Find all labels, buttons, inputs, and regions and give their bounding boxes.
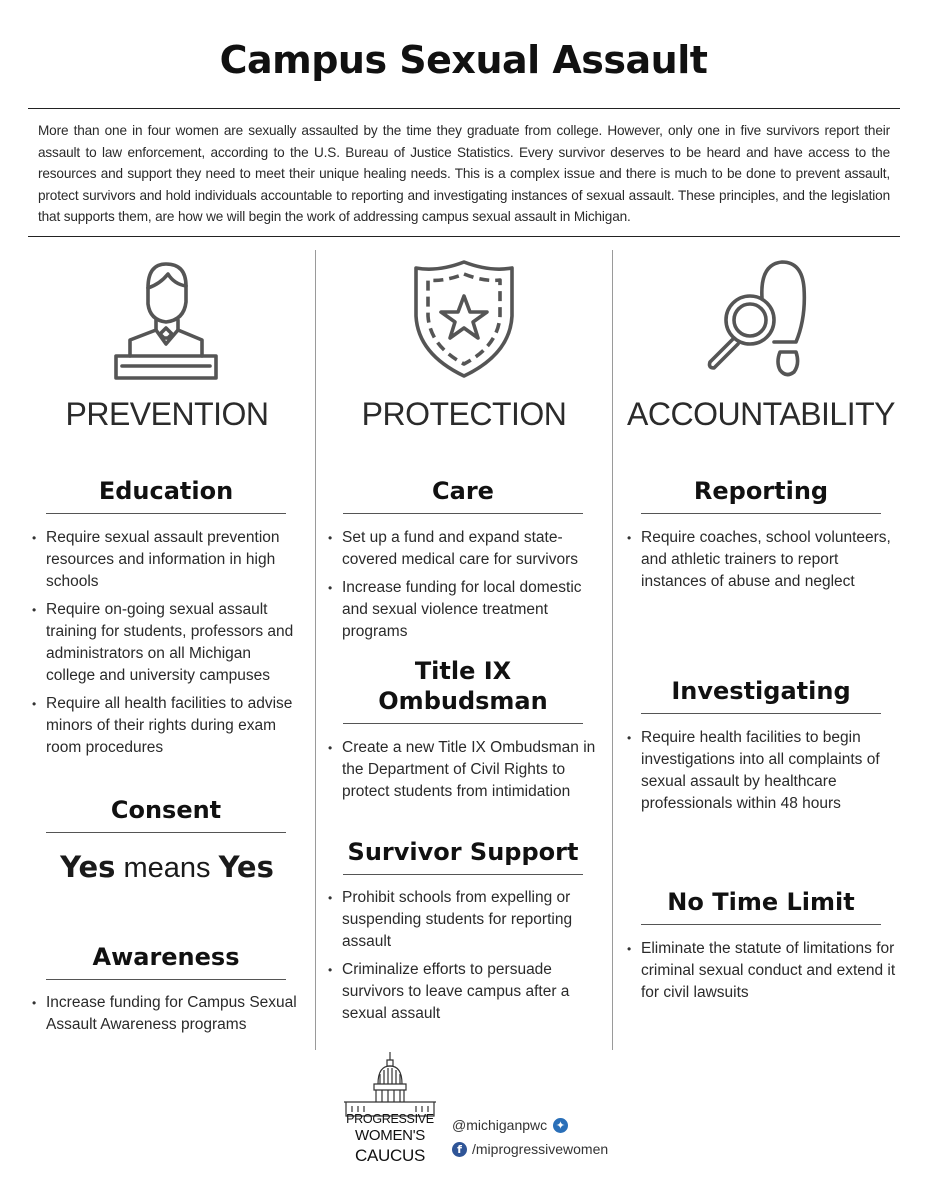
consent-rule xyxy=(46,832,286,833)
list-item: • Criminalize efforts to persuade survivors to leave campus after a sexual assault xyxy=(328,959,600,1025)
investigating-title: Investigating xyxy=(671,677,851,705)
list-item: • Require health facilities to begin investigations into all complaints of sexual assault by healthcare professionals within 48 hours xyxy=(627,727,901,815)
list-item: • Create a new Title IX Ombudsman in the Department of Civil Rights to protect students from intimidation xyxy=(328,737,600,803)
twitter-icon[interactable]: ✦ xyxy=(553,1118,568,1133)
protection-heading: PROTECTION xyxy=(361,396,567,432)
ombudsman-title-line2: Ombudsman xyxy=(378,687,548,715)
list-item: • Increase funding for local domestic and sexual violence treatment programs xyxy=(328,577,600,643)
investigating-rule xyxy=(641,713,881,714)
list-item: • Require sexual assault prevention resources and information in high schools xyxy=(32,527,300,593)
ombudsman-title-line1: Title IX xyxy=(414,657,512,685)
list-item: • Require all health facilities to advise minors of their rights during exam room procedures xyxy=(32,693,300,759)
page-title: Campus Sexual Assault xyxy=(219,38,708,82)
facebook-handle[interactable]: /miprogressivewomen xyxy=(472,1141,609,1157)
list-item: • Eliminate the statute of limitations for criminal sexual conduct and extend it for civil lawsuits xyxy=(627,938,901,1004)
yes-word: Yes xyxy=(218,850,274,884)
magnifier-footprint-icon xyxy=(702,258,826,380)
accountability-heading: ACCOUNTABILITY xyxy=(627,396,895,432)
no-time-limit-rule xyxy=(641,924,881,925)
no-time-limit-list xyxy=(627,938,901,1010)
reporting-title: Reporting xyxy=(693,477,829,505)
education-rule xyxy=(46,513,286,514)
survivor-support-title: Survivor Support xyxy=(347,838,579,866)
means-word: means xyxy=(123,852,211,884)
yes-word: Yes xyxy=(60,850,116,884)
logo-name-line3: CAUCUS xyxy=(355,1146,425,1165)
yes-means-yes xyxy=(28,850,306,885)
intro-paragraph: More than one in four women are sexually assaulted by the time they graduate from college. However, only one in five survivors report their assault to law enforcement, according to the U.S. Bureau of Justice Statistics. Every survivor deserves to be heard and have access to the resources and support they need to meet their unique healing needs. This is a complex issue and there is much to be done to prevent assault, protect survivors and hold individuals accountable to reporting and investigating instances of sexual assault. These principles, and the legislation that supports them, are how we will begin the work of addressing campus sexual assault in Michigan. xyxy=(38,123,890,225)
awareness-list xyxy=(32,992,304,1042)
education-title: Education xyxy=(98,477,234,505)
title-rule xyxy=(28,108,900,109)
ombudsman-rule xyxy=(343,723,583,724)
ombudsman-title xyxy=(343,656,583,716)
column-divider-left xyxy=(315,250,316,1050)
education-list xyxy=(32,527,300,765)
prevention-heading: PREVENTION xyxy=(65,396,269,432)
list-item: • Prohibit schools from expelling or suspending students for reporting assault xyxy=(328,887,600,953)
logo-name-line2: WOMEN'S xyxy=(355,1127,425,1144)
care-title: Care xyxy=(432,477,494,505)
reporting-rule xyxy=(641,513,881,514)
investigating-list xyxy=(627,727,901,821)
speaker-at-podium-icon xyxy=(108,258,224,380)
intro-rule xyxy=(28,236,900,237)
list-item: • Require coaches, school volunteers, and athletic trainers to report instances of abuse and neglect xyxy=(627,527,901,593)
ombudsman-list xyxy=(328,737,600,809)
consent-title: Consent xyxy=(110,796,222,824)
logo-name-line1: PROGRESSIVE xyxy=(346,1112,434,1126)
survivor-support-list xyxy=(328,887,600,1031)
care-list xyxy=(328,527,600,649)
facebook-icon[interactable]: f xyxy=(452,1142,467,1157)
column-divider-right xyxy=(612,250,613,1050)
awareness-title: Awareness xyxy=(92,943,240,971)
twitter-handle[interactable]: @michiganpwc xyxy=(452,1117,548,1133)
list-item: • Increase funding for Campus Sexual Assault Awareness programs xyxy=(32,992,304,1036)
reporting-list xyxy=(627,527,901,599)
shield-star-icon xyxy=(412,258,516,380)
list-item: • Require on-going sexual assault training for students, professors and administrators on all Michigan college and university campuses xyxy=(32,599,300,687)
no-time-limit-title: No Time Limit xyxy=(667,888,855,916)
care-rule xyxy=(343,513,583,514)
list-item: • Set up a fund and expand state-covered medical care for survivors xyxy=(328,527,600,571)
awareness-rule xyxy=(46,979,286,980)
survivor-support-rule xyxy=(343,874,583,875)
